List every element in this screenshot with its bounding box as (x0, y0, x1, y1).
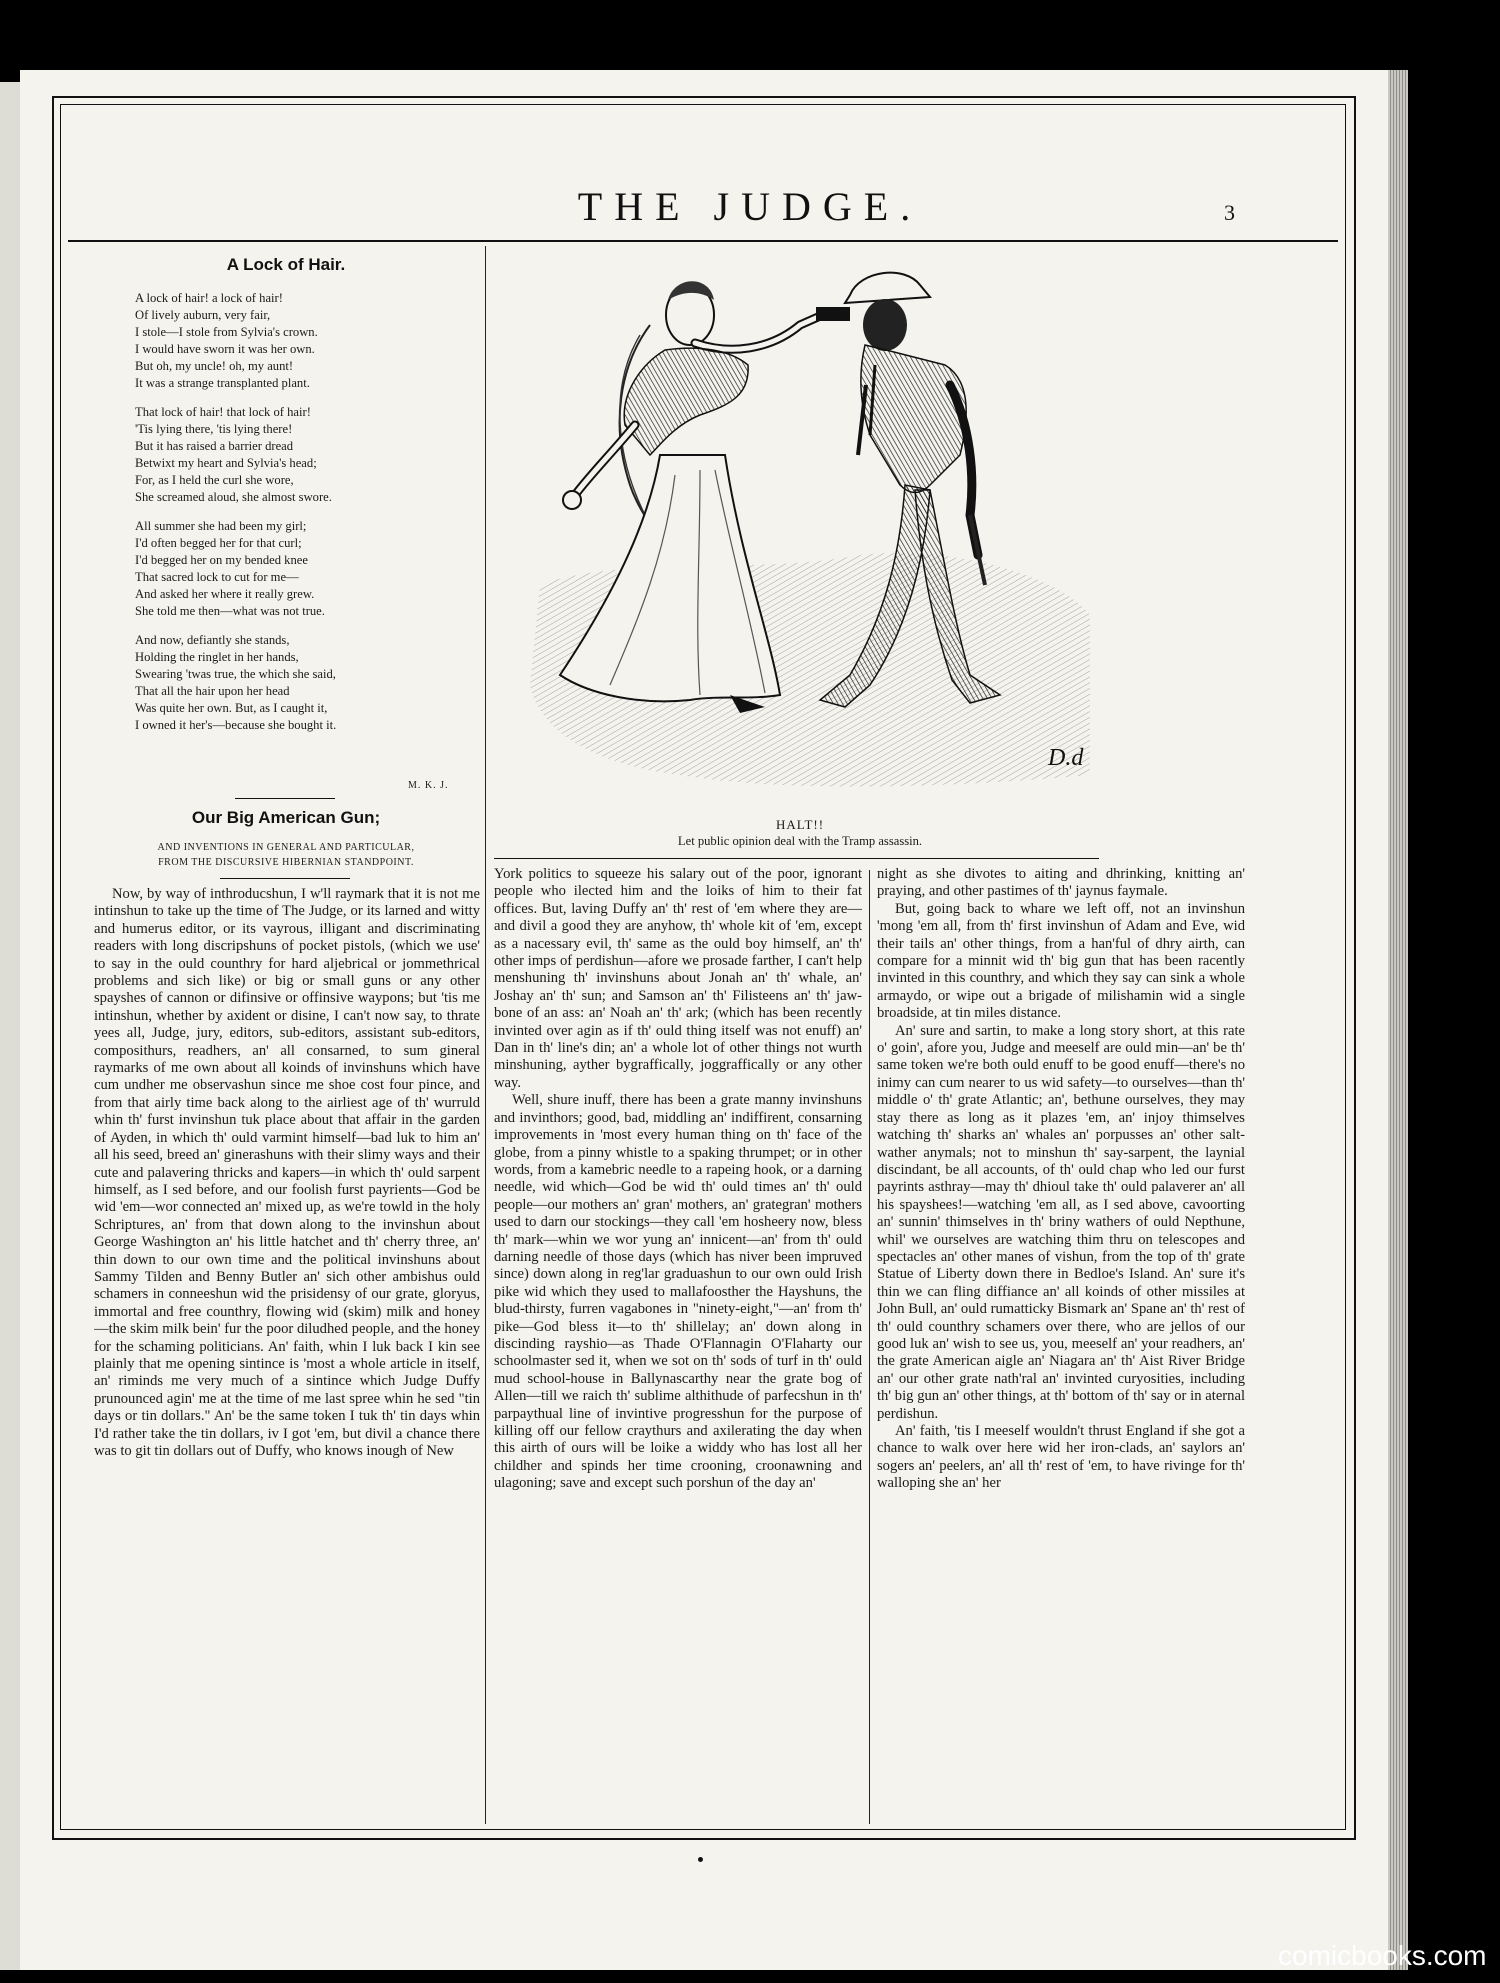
watermark: comicbooks.com (1278, 1940, 1487, 1971)
poem-line: That lock of hair! that lock of hair! (135, 405, 311, 419)
halt-illustration (500, 255, 1100, 795)
poem-line: That all the hair upon her head (135, 684, 290, 698)
poem-line: A lock of hair! a lock of hair! (135, 291, 283, 305)
poem-line: And now, defiantly she stands, (135, 633, 290, 647)
article-column-3 (877, 866, 1245, 1826)
poem-line: Swearing 'twas true, the which she said, (135, 667, 336, 681)
article-subtitle (88, 840, 484, 870)
caption-rule (494, 858, 1099, 859)
article-paragraph: York politics to squeeze his salary out of the poor, ignorant people who ilected him and the loiks of him to their fat offices. But, laving Duffy an' th' rest of 'em where they are—and divil a good they are anyhow, th' whole kit of 'em, except as a nacessary evil, th' same as the ould boy himself, an' th' other imps of perdishun—afore we prosade farther, I can't help menshuning th' invinshuns about Jonah an' th' whale, an' Joshay an' th' sun; and Samson an' th' Filisteens an' th' jaw-bone of an ass: an' Noah an' th' ark; (which has been recently invinted over agin as if th' ould thing itself was not enuff) an' Dan in th' line's din; an' a whole lot of other things not wurth minshuning, ayther bygraffically, joggraffically or any other way. (494, 866, 862, 1091)
poem-signature: M. K. J. (408, 780, 449, 791)
article-column-2 (494, 866, 862, 1826)
poem-line: She screamed aloud, she almost swore. (135, 490, 332, 504)
poem-body (135, 290, 475, 746)
poem-line: I would have sworn it was her own. (135, 342, 315, 356)
poem-line: I'd begged her on my bended knee (135, 553, 308, 567)
poem-line: I'd often begged her for that curl; (135, 536, 302, 550)
poem-line: Was quite her own. But, as I caught it, (135, 701, 328, 715)
article-paragraph: An' faith, 'tis I meeself wouldn't thrust England if she got a chance to walk over here wid her iron-clads, an' saylors an' sogers an' peelers, an' all th' rest of 'em, to have rivinge for th' walloping she an' her (877, 1423, 1245, 1492)
poem-line: But it has raised a barrier dread (135, 439, 294, 453)
article-paragraph: But, going back to whare we left off, not an invinshun 'mong 'em all, from th' first invinshun of Adam and Eve, wid their tails an' other things, from a han'ful of dhry airth, can compare for a minnit wid th' big gun that has been racently invinted in this counthry, and which they say can sink a whole armaydo, or wipe out a brigade of milishamin wid a single broadside, at tin miles distance. (877, 900, 1245, 1022)
poem-line: 'Tis lying there, 'tis lying there! (135, 422, 293, 436)
svg-text:D.d: D.d (1048, 745, 1084, 771)
article-paragraph: night as she divotes to aiting and dhrinking, knitting an' praying, and other pastimes of th' jaynus faymale. (877, 866, 1245, 900)
article-paragraph: Well, shure inuff, there has been a grate manny invinshuns and invinthors; good, bad, middling an' indiffirent, consarning improvements in 'most every human thing on th' face of the globe, from a pinny whistle to a spaking thrumpet; or in other words, from a kamebric needle to a rapeing hook, or a darning needle, wid which—God be wid th' ould times an' th' ould people—our mothers an' gran' mothers, an' grategran' mothers used to darn our stockings—they call 'em hosheery now, bless th' mark—whin we wor yung an' innicent—an' from th' ould darning needle of those days (which has niver been impruved since) down along in reg'lar graduashun to our own ould Irish pike wid which they used to mallafoosther the Hayshuns, the blud-thirsty, furren vagabones in "ninety-eight,"—an' from th' pike—God bless it—to th' shillelay; an' down along in discinding rayshio—as Thade O'Flannagin O'Flaharty our schoolmaster sed it, when we sot on th' sods of turf in th' ould mud school-house in Ballynascarthy near the grate bog of Allen—till we raich th' sublime althithude of parfecshun in th' parpaythual line of invintive progresshun for the purpose of killing off our fellow craythurs and axilerating the day when this airth of ours will be loike a widdy who has lost all her childher and spinds her time crooning, croonawning and ulagoning; save and except such porshun of the day an' (494, 1092, 862, 1492)
poem-line: And asked her where it really grew. (135, 587, 315, 601)
article-column-1 (94, 886, 480, 1826)
masthead-rule (68, 240, 1338, 242)
poem-stanza (135, 404, 475, 506)
poem-line: All summer she had been my girl; (135, 519, 307, 533)
page-ornament-dot (698, 1857, 703, 1862)
poem-stanza (135, 518, 475, 620)
poem-line: Holding the ringlet in her hands, (135, 650, 299, 664)
poem-line: Of lively auburn, very fair, (135, 308, 271, 322)
poem-line: That sacred lock to cut for me— (135, 570, 299, 584)
poem-stanza (135, 632, 475, 734)
masthead-title: THE JUDGE. (577, 184, 923, 229)
illustration-caption-title: HALT!! (775, 817, 825, 832)
article-paragraph: An' sure and sartin, to make a long story short, at this rate o' goin', afore you, Judge and meeself are ould min—an' be th' same token we're both ould enuff to be good enuff—there's no inimy can cum nearer to us wid safety—to ourselves—than th' middle o' th' grate Atlantic; an', bethune ourselves, they may stay there as long as it plazes 'em, an' injoy thimselves watching th' sharks an' whales an' porpusses an' other salt-wather anymals; not to minshun th' say-sarpent, the laynial discindant, be all accounts, of th' ould chap who led our furst payrints asthray—may th' dhioul take th' ould palaverer an' all his spayshees!—watching 'em all, as I sed above, cavoorting an' sunnin' thimselves in th' briny wathers of ould Nepthune, whil' we ourselves are watching thim thru on telescopes and spectacles an' other manes of vishun, from the top of th' grate Statue of Liberty down there in Bedloe's Island. An' sure it's thin we can fling diffiance an' all koinds of other missiles at John Bull, an' ould rumatticky Bismark an' Spane an' th' rest of th' ould counthry schamers over there, who are jellos of our good luk an' wish to see us, you, meeself an' your readhers, an' the grate American aigle an' Niagara an' th' Aist River Bridge an' our other grate nath'ral an' invinted curyosities, including th' big gun an' other things, at th' bottom of th' say or in aternal perdishun. (877, 1022, 1245, 1422)
poem-line: She told me then—what was not true. (135, 604, 325, 618)
poem-line: Betwixt my heart and Sylvia's head; (135, 456, 317, 470)
article-subtitle-line: AND INVENTIONS IN GENERAL AND PARTICULAR, (157, 842, 415, 853)
column-divider-left (485, 246, 486, 1824)
artist-monogram (1047, 745, 1084, 771)
poem-line: For, as I held the curl she wore, (135, 473, 294, 487)
column-divider-right (869, 870, 870, 1824)
illustration-caption: Let public opinion deal with the Tramp assassin. (677, 834, 923, 848)
page-number: 3 (1224, 200, 1235, 225)
poem-line: I stole—I stole from Sylvia's crown. (135, 325, 318, 339)
subtitle-rule (220, 878, 350, 879)
book-page-edges (1388, 70, 1408, 1970)
article-title: Our Big American Gun; (191, 808, 381, 827)
poem-line: But oh, my uncle! oh, my aunt! (135, 359, 294, 373)
article-paragraph: Now, by way of inthroducshun, I w'll raymark that it is not me intinshun to take up the time of The Judge, or its larned and witty and humerus editor, or its vayrous, illigant and discriminating readers with long discripshuns of pocket pistols, (which we use' to say in the ould counthry for hard aljebrical or jommethrical problems and sich like) or big or small guns or any other spayshes of cannon or difinsive or offinsive waypons; but 'tis me intinshun, whether by axident or disine, I can't now say, to thrate yees all, Judge, jury, editors, sub-editors, assistant sub-editors, composithurs, readhers, an' all consarned, to sum gineral raymarks of me own about all koinds of invinshuns which have cum undher me observashun since me shoe cost four pince, and from that airly time back along to the airliest age of th' wurruld whin th' furst invinshun tuk place about that affair in the garden of Ayden, in which th' ould varmint himself—bad luk to him an' all his seed, breed an' ginerashuns with their slimy ways and their cute and palavering thricks and kapers—in which th' ould sarpent himself, as I sed before, and our foolish furst payrients—God be wid 'em—wor connected an' mixed up, as we're towld in the holy Schriptures, an' from that down along to the invinshun about George Washington an' his little hatchet and th' cherry three, an' thin down to our own time and the political invinshuns about Sammy Tilden and Benny Butler an' sich other ambishus ould schamers in conneeshun wid the prisidensy of our grate, gloryus, immortal and free counthry, flowing wid (skim) milk and honey—the skim milk bein' fur the poor diludhed people, and the honey for the schaming politicians. An' faith, whin I luk back I kin see plainly that me opening sintince is 'most a whole article in itself, an' riminds me very much of a sintince which Judge Duffy prunounced agin' me at the time of me last spree whin he sed "tin days or tin dollars." An' be the same token I tuk th' tin days whin I'd rather take the tin dollars, iv I got 'em, but divil a chance there was to git tin dollars out of Duffy, who knows inough of New (94, 886, 480, 1459)
section-rule (235, 798, 335, 799)
poem-title: A Lock of Hair. (226, 255, 346, 274)
article-subtitle-line: FROM THE DISCURSIVE HIBERNIAN STANDPOINT. (158, 857, 414, 868)
poem-line: It was a strange transplanted plant. (135, 376, 310, 390)
poem-stanza (135, 290, 475, 392)
poem-line: I owned it her's—because she bought it. (135, 718, 337, 732)
